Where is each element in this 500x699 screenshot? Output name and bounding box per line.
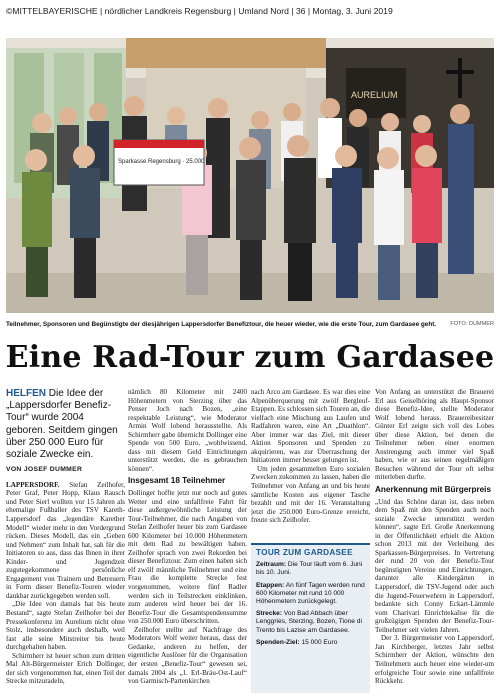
info-box	[251, 543, 370, 693]
info-box-title: TOUR ZUM GARDASEE	[256, 548, 353, 557]
body-paragraph: Dollinger hoffte jetzt nur noch auf gutes Wetter und eine unfallfreie Fahrt für diese außergewöhnliche Leistung der Tour-Teilnehmer, die nach Angaben von Stefan Zeilhofer heuer bis zum Gardasee 600 Kilometer bei 10.000 Höhenmetern mit dem Rad zu bewältigen haben. Zeilhofer sprach von zwei Rekorden bei dieser Benefiztour. Zum einen haben sich elf zwölf männliche Teilnehmer und eine Frau die komplette Strecke fest vorgenommen, weitere fünf Radler werden sich in Teilstrecken einklinken, zum anderen wird heuer bei der 16. Benefiz-Tour die Gesamtspendensumme von 250.000 Euro überschritten.	[128, 489, 247, 626]
headline: Eine Rad-Tour zum Gardasee	[5, 340, 495, 375]
group-photo-illustration	[6, 38, 494, 313]
author-byline: VON JOSEF DUMMER	[6, 466, 83, 474]
body-paragraph: „Die Idee von damals hat bis heute Bestand“, sagte Stefan Zeilhofer bei der Pressekonferenz im Aurelium nicht ohne Stolz, insbesondere auch deshalb, weil fast alle seine Mitstreiter bis heute durchgehalten haben.	[6, 600, 125, 652]
info-entry	[256, 561, 365, 577]
body-paragraph: „Und das Schöne daran ist, dass neben dem Spaß mit den Spenden auch noch soziale Zwecke unterstützt werden können“, sagte Erl. Große Anerkennung in der Öffentlichkeit erhielt die Aktion schon 2013 mit der Verleihung des Sparkassen-Bürgerpreises. In Vertretung der rund 20 von der Benefiz-Tour begünstigten Vereine und Einrichtungen, darunter alle Kindergärten in Lappersdorf, die TSV-Jugend oder auch die Jugend-Feuerwehren in Lappersdorf, bedankte sich Conny Eckart-Lämmle vom Charivari Einrichtekalise für die großzügigen Spenden der Benefiz-Tour-Teilnehmer seit vielen Jahren.	[375, 497, 494, 634]
body-paragraph: nach Arco am Gardasee. Es war dies eine Alpenüberquerung mit zwölf Bergleuf-Etappen. Es schlossen sich Touren an, die vielfach eine Mischung aus Laufen und Radfahren waren, eine Art „Duathlon“. Aber immer war das Ziel, mit dieser Aktion Sponsoren und Spenden zu akquirieren, was zur Überraschung der Initiatoren immer besser gelungen ist.	[251, 388, 370, 465]
info-value: 15 000 Euro	[301, 638, 338, 646]
body-paragraph: Schirmherr ist heuer schon zum dritten Mal Alt-Bürgermeister Erich Dollinger, der sich vorgenommen hat, einen Teil der Strecke mitzuradeln,	[6, 651, 125, 686]
page-header: ©MITTELBAYERISCHE | nördlicher Landkreis Regensburg | Umland Nord | 36 | Montag, 3. Juni 2019	[6, 6, 393, 16]
article-column-1	[6, 388, 125, 686]
aurelium-sign: AURELIUM	[351, 90, 398, 100]
info-value: An fünf Tagen werden rund 600 Kilometer mit rund 10 000 Höhenmetern zurückgelegt.	[256, 581, 365, 606]
body-text: Stefan Zeilhofer, Peter Graf, Peter Hopp, Klaus Rausch und Peter Sierl wollten vor 15 Jahren als ehemalige Fußballer des TSV Kareth-Lappersdorf das „legendäre Karether Modell“ wieder mehr in den Vordergrund rücken. Dieses Modell, das ein „Geben und Nehmen“ zum Inhalt hat, sah für die Initiatoren so aus, dass das Ihnen in ihrer Kinder- und Jugendzeit zugutegekommene persönliche Engagement von Trainern und Betreuern in Form dieser Benefiz-Touren wieder dankbar zurückgegeben werden soll.	[6, 480, 125, 600]
body-paragraph	[6, 481, 125, 601]
info-key: Zeitraum:	[256, 561, 287, 569]
info-value: Die Tour läuft vom 6. Juni bis 10. Juni.	[256, 561, 363, 577]
info-key: Spenden-Ziel:	[256, 638, 300, 646]
photo-credit: FOTO: DUMMER	[450, 321, 494, 327]
body-paragraph: Um jeden gesammelten Euro sozialen Zwecken zukommen zu lassen, haben die Teilnehmer von Anfang an und bis heute sämtliche Kosten aus eigener Tasche bezahlt und mit der 16. Veranstaltung jetzt die 250.000 Euro-Grenze erreicht, freute sich Zeilhofer.	[251, 464, 370, 525]
group-photo	[6, 38, 494, 313]
subheading: Anerkennung mit Bürgerpreis	[375, 485, 492, 495]
lead-paragraph	[6, 388, 125, 461]
lead-text: Die Idee der „Lappersdorfer Benefiz-Tour“ wurde 2004 geboren. Seitdem gingen über 250 000 Euro für soziale Zwecke ein.	[6, 388, 118, 461]
photo-caption-row	[6, 319, 494, 331]
dateline: LAPPERSDORF.	[6, 480, 60, 489]
info-key: Etappen:	[256, 581, 285, 589]
info-key: Strecke:	[256, 610, 283, 618]
subheading: Insgesamt 18 Teilnehmer	[128, 476, 226, 486]
body-paragraph: Der 3. Bürgermeister von Lappersdorf, Jan Kirchberger, letztes Jahr selbst Schirmherr der Aktion, wünschte den Teilnehmern auch heuer eine wieder-um erfolgreiche Tour sowie eine unfallfreie Rückkehr.	[375, 634, 494, 686]
body-paragraph: nämlich 80 Kilometer mit 2400 Höhenmetern von Sterzing über das Penser Joch nach Bozen, „eine respektable Leistung“, wie Moderator Armin Wolf lobend herausstellte. Als Schirmherr gabe übernicht Dollinger eine Spende von 500 Euro, „wohlwissend, dass mit diesem Geld Einrichtungen unterstützt werden, die es gebrauchen können“.	[128, 388, 247, 473]
check-text: Sparkasse Regensburg · 25.000 €	[118, 159, 210, 165]
article-column-3	[251, 388, 370, 540]
info-value: Von Bad Abbach über Lenggries, Sterzing, Bozen, Tione di Trento bis Lazise am Gardasee.	[256, 610, 362, 634]
article-column-2	[128, 388, 247, 686]
info-entry	[256, 639, 365, 647]
photo-caption: Teilnehmer, Sponsoren und Begünstigte der diesjährigen Lappersdorfer Benefiztour, die heuer wieder, wie die erste Tour, zum Gardasee geht.	[6, 321, 437, 328]
lead-kicker: HELFEN	[6, 388, 46, 399]
article-column-4	[375, 388, 494, 686]
info-entry	[256, 610, 365, 635]
body-paragraph: Von Anfang an unterstützt die Brauerei Erl aus Geiselhöring als Haupt-Sponsor diese Benefiz-Idee, stellte Moderator Wolf lobend heraus. Brauereibesitzer Günter Erl zeigte sich voll des Lobes über diese Aktion, bei denen die Teilnehmer neben einer enormen Anstrengung auch immer viel Spaß haben, wie er aus seinen regelmäßigen Besuchen während der Tour oft selbst miterleben durfte.	[375, 388, 494, 482]
body-paragraph: Zeilhofer stellte auf Nachfrage des Moderators Wolf weiter heraus, dass der Gedanke, anderen zu helfen, der eigentliche Auslöser für die Organisation der ersten „Benefiz-Tour“ gewesen sei, damals 2004 als „1. Erl-Bräu-Ost-Lauf“ von Garmisch-Partenkirchen	[128, 625, 247, 686]
info-entry	[256, 582, 365, 607]
